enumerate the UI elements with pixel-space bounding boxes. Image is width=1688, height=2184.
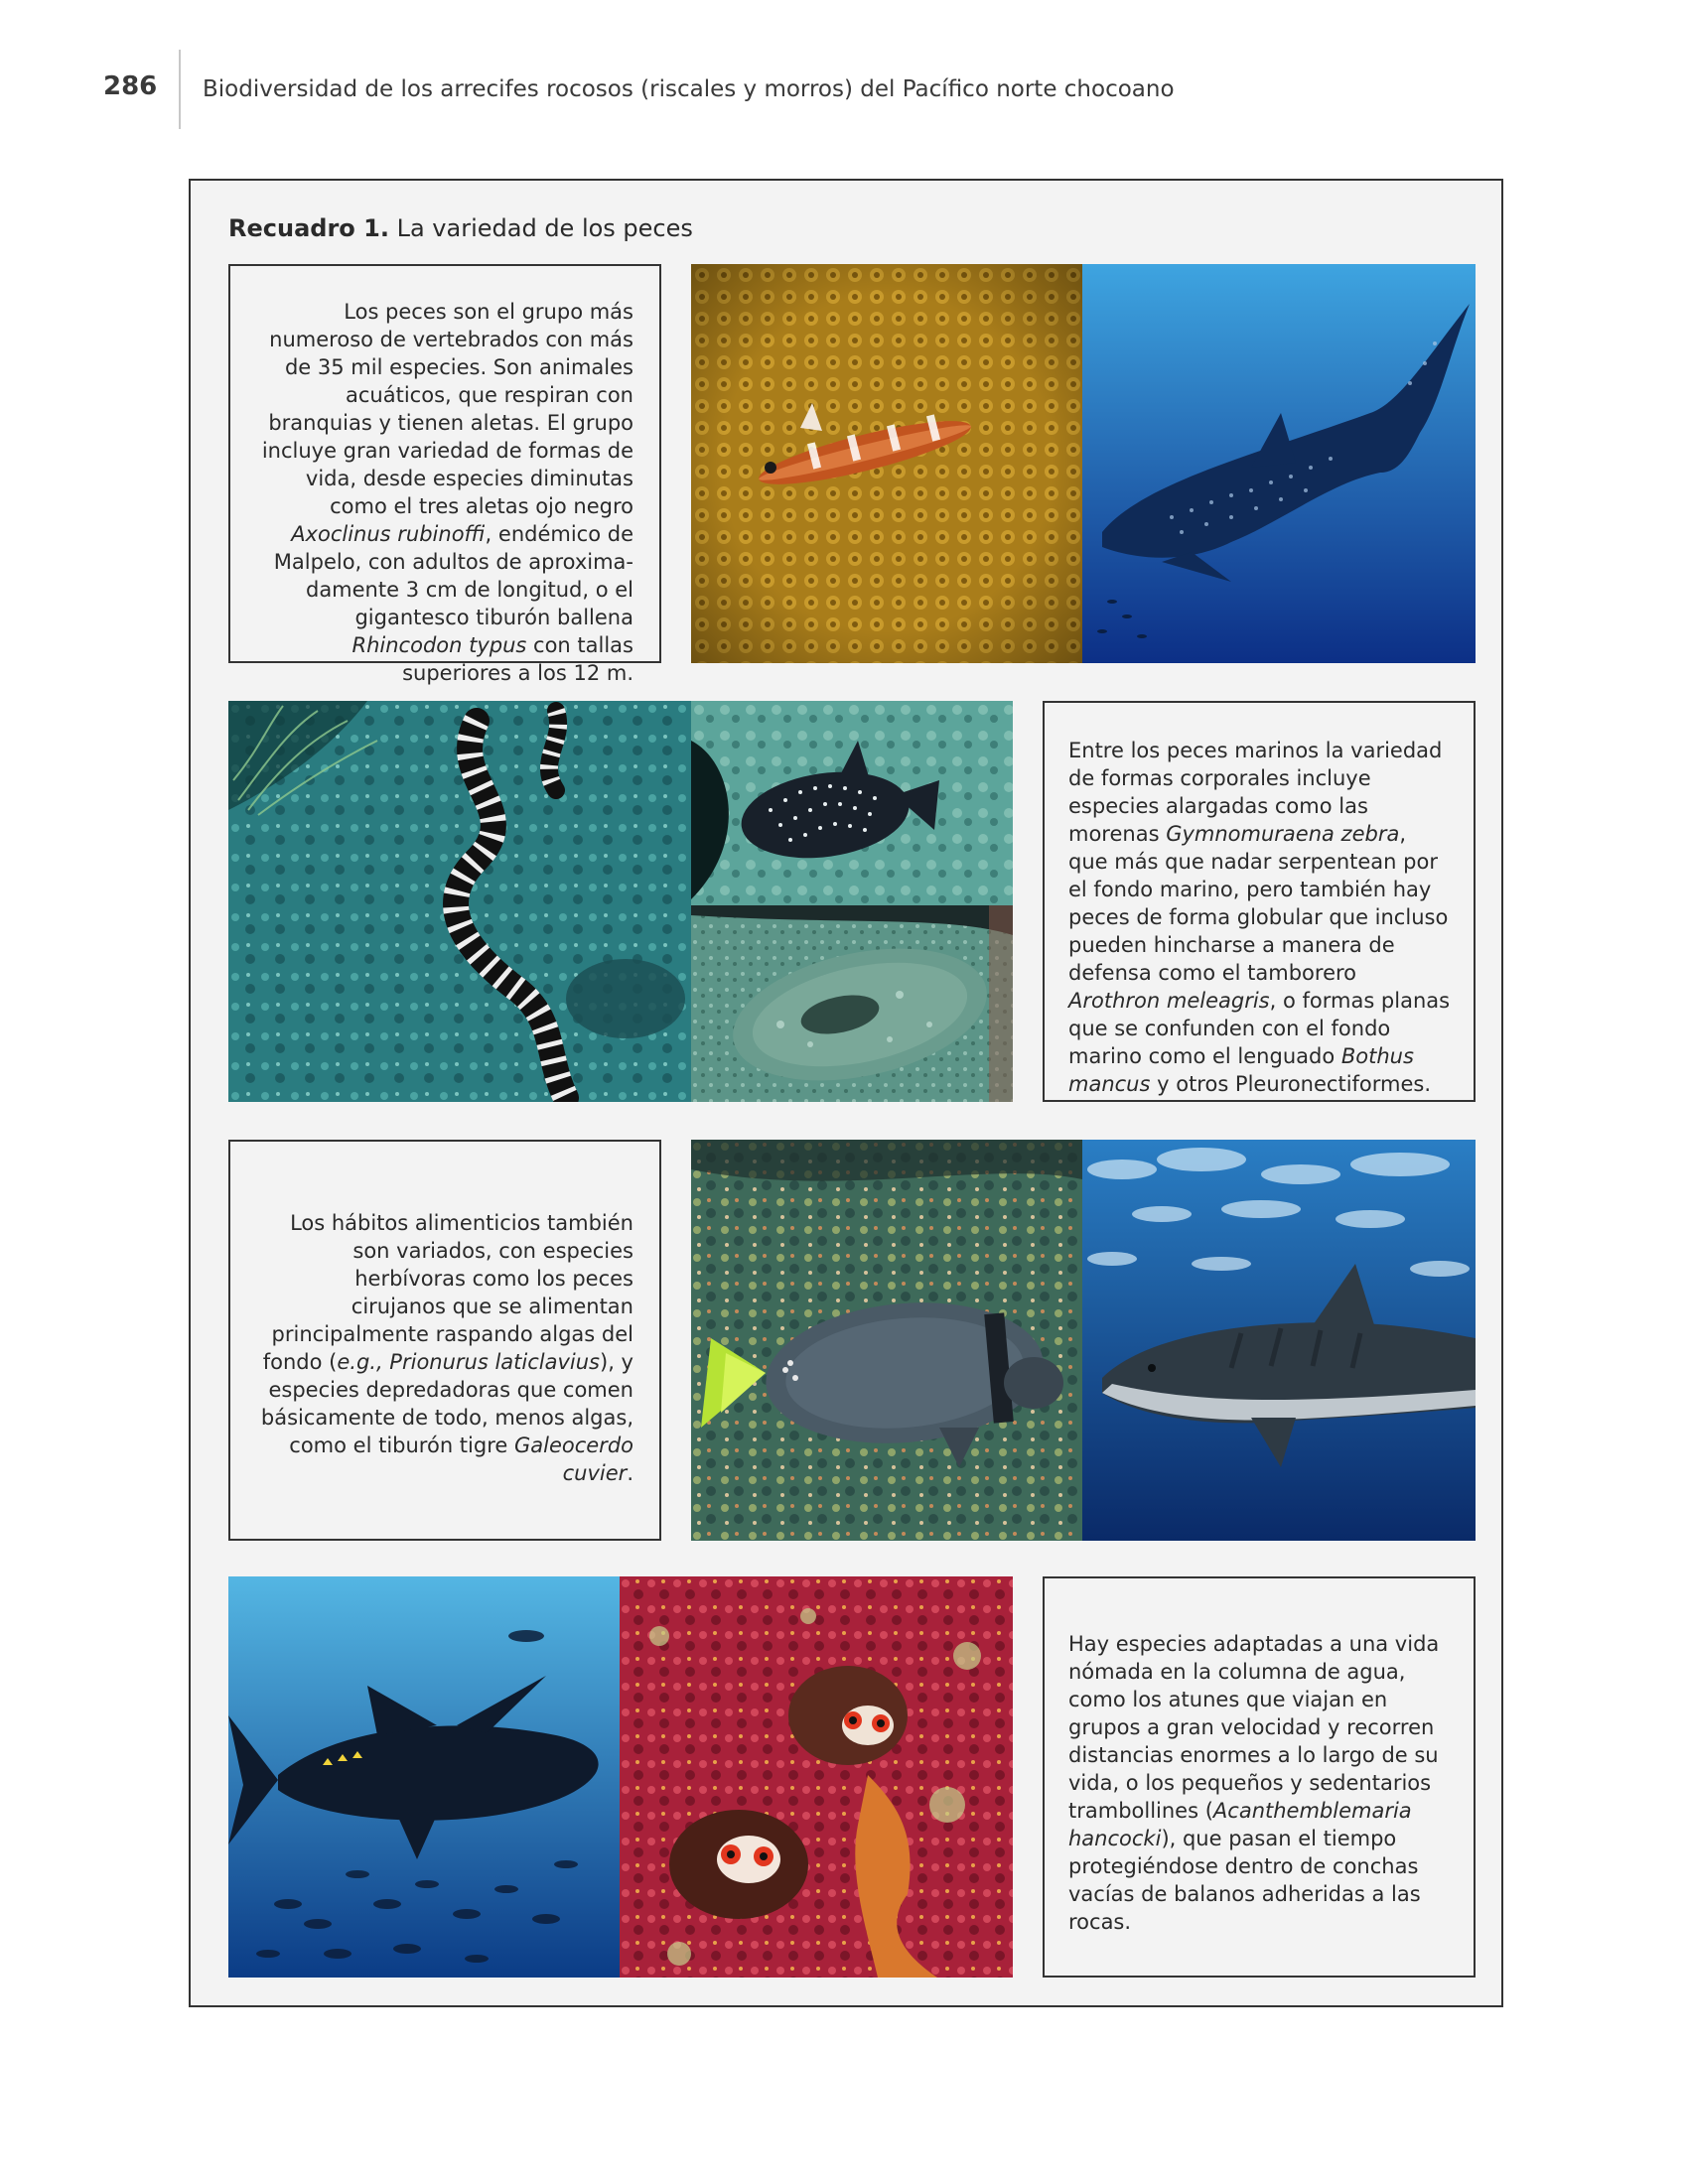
text3-part1: Los hábitos alimenticios también son variados, con especies herbívoras como los peces cirujanos que se alimentan principalmente raspando algas del fondo ( xyxy=(262,1211,633,1374)
text1-part1: Los peces son el grupo más numeroso de vertebrados con más de 35 mil especies. Son animales acuáticos, que respiran con branquias y tienen aletas. El grupo incluye gran variedad de formas de vida, desde especies diminutas como el tres aletas ojo negro xyxy=(261,300,633,518)
species-prionurus: e.g., Prionurus laticlavius xyxy=(337,1350,601,1374)
box-label: Recuadro 1. xyxy=(228,214,389,242)
species-acanthemblemaria: Acanthemblemaria hancocki xyxy=(1068,1799,1412,1850)
page-number: 286 xyxy=(103,71,158,101)
species-axoclinus: Axoclinus rubinoffi xyxy=(291,522,486,546)
species-rhincodon: Rhincodon typus xyxy=(352,633,527,657)
text2-part3: , o formas planas que se confunden con el fondo marino como el lenguado xyxy=(1068,989,1451,1068)
text-box-3 xyxy=(228,1140,661,1541)
text3-part3: . xyxy=(627,1461,633,1485)
text-box-4 xyxy=(1043,1576,1476,1978)
photo-tiger-shark xyxy=(1082,1140,1476,1541)
text3-part2: ), y especies depredadoras que comen básicamente de todo, menos algas, como el tiburón tigre xyxy=(260,1350,633,1457)
text1-part2: , endémico de Malpelo, con adultos de aproximadamente 3 cm de longitud, o el gigantesco tiburón ballena xyxy=(273,522,633,629)
text-box-1 xyxy=(228,264,661,685)
running-title: Biodiversidad de los arrecifes rocosos (riscales y morros) del Pacífico norte chocoano xyxy=(203,76,1175,102)
species-galeocerdo: Galeocerdo cuvier xyxy=(513,1433,633,1485)
text2-part1: Entre los peces marinos la variedad de formas corporales incluye especies alargadas como las morenas xyxy=(1068,739,1443,846)
photo-flounder xyxy=(691,905,1013,1102)
species-gymnomuraena: Gymnomuraena zebra xyxy=(1166,822,1400,846)
photo-triplefin-on-coral xyxy=(691,264,1082,663)
photo-surgeonfish xyxy=(691,1140,1082,1541)
text1-part3: con tallas superiores a los 12 m. xyxy=(402,633,633,685)
box-title-text: La variedad de los peces xyxy=(396,214,693,242)
species-arothron: Arothron meleagris xyxy=(1068,989,1270,1013)
box-title xyxy=(228,214,693,242)
header-divider xyxy=(179,50,181,129)
photo-whale-shark xyxy=(1082,264,1476,663)
photo-tuna xyxy=(228,1576,620,1978)
text4-part2: ), que pasan el tiempo protegiéndose dentro de conchas vacías de balanos adheridas a las rocas. xyxy=(1068,1827,1421,1934)
photo-zebra-moray xyxy=(228,701,691,1102)
text4-part1: Hay especies adaptadas a una vida nómada en la columna de agua, como los atunes que viajan en grupos a gran velocidad y recorren distancias enormes a lo largo de su vida, o los pequeños y sedentarios trambollines ( xyxy=(1068,1632,1440,1823)
text-box-2 xyxy=(1043,701,1476,1102)
text2-part4: y otros Pleuronectiformes. xyxy=(1150,1072,1432,1096)
photo-blennies xyxy=(620,1576,1013,1978)
photo-pufferfish xyxy=(691,701,1013,905)
recuadro-box xyxy=(189,179,1503,2007)
species-bothus: Bothus mancus xyxy=(1068,1044,1414,1096)
text2-part2: , que más que nadar serpentean por el fondo marino, pero también hay peces de forma globular que incluso pueden hincharse a manera de defensa como el tamborero xyxy=(1068,822,1449,985)
